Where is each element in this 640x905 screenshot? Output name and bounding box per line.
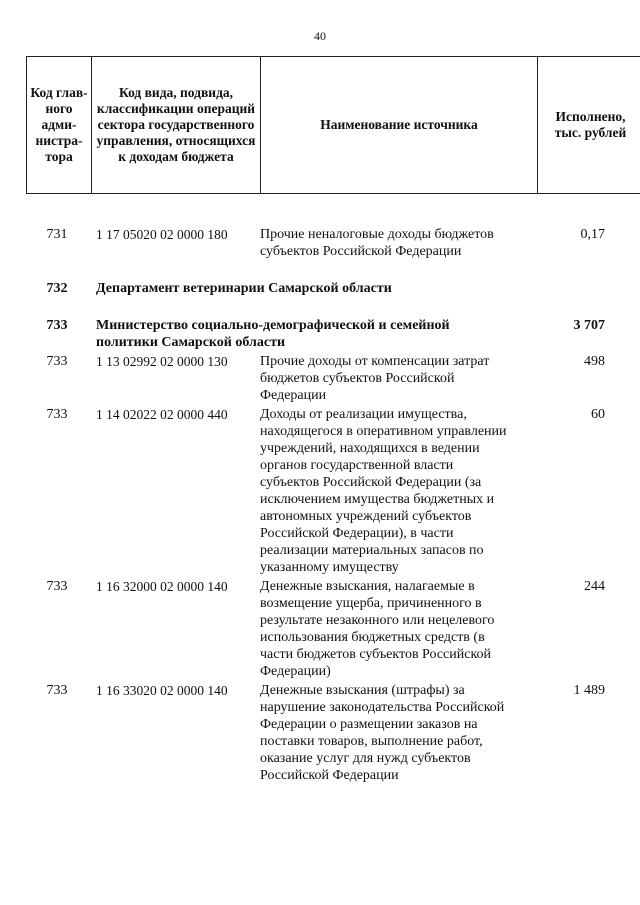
- amount: 244: [584, 579, 605, 594]
- admin-code: 733: [46, 354, 68, 369]
- table-row: [26, 406, 615, 576]
- table-row: [26, 578, 615, 680]
- table-row: [26, 353, 615, 404]
- admin-code: 733: [46, 318, 68, 333]
- table-row: [26, 226, 615, 260]
- table-row: [26, 280, 615, 297]
- ministry-name: Министерство социально-демографической и семейной политики Самарской области: [96, 318, 450, 350]
- header-source-name: Наименование источника: [261, 57, 538, 194]
- table-row: [26, 682, 615, 784]
- classification-code: 1 16 33020 02 0000 140: [96, 683, 228, 698]
- source-name: Прочие неналоговые доходы бюджетов субъектов Российской Федерации: [260, 227, 494, 259]
- source-name: Прочие доходы от компенсации затрат бюджетов субъектов Российской Федерации: [260, 354, 490, 403]
- source-name: Денежные взыскания, налагаемые в возмещение ущерба, причиненного в результате незаконного или нецелевого использования бюджетных средств (в части бюджетов субъектов Российской Федерации): [260, 579, 495, 679]
- admin-code: 732: [46, 281, 68, 296]
- table-body: [26, 226, 615, 784]
- classification-code: 1 14 02022 02 0000 440: [96, 407, 228, 422]
- amount: 1 489: [573, 683, 605, 698]
- admin-code: 731: [46, 227, 68, 242]
- amount: 3 707: [573, 318, 605, 333]
- table-header: [26, 56, 640, 194]
- classification-code: 1 13 02992 02 0000 130: [96, 354, 228, 369]
- admin-code: 733: [46, 407, 68, 422]
- page-number: 40: [314, 29, 326, 43]
- classification-code: 1 17 05020 02 0000 180: [96, 227, 228, 242]
- department-name: Департамент ветеринарии Самарской области: [96, 281, 392, 296]
- admin-code: 733: [46, 579, 68, 594]
- classification-code: 1 16 32000 02 0000 140: [96, 579, 228, 594]
- amount: 60: [591, 407, 605, 422]
- header-admin-code: Код глав-ного адми-нистра-тора: [27, 57, 92, 194]
- amount: 498: [584, 354, 605, 369]
- source-name: Денежные взыскания (штрафы) за нарушение законодательства Российской Федерации о размещении заказов на поставки товаров, выполнение работ, оказание услуг для нужд субъектов Российской Федерации: [260, 683, 505, 783]
- amount: 0,17: [580, 227, 605, 242]
- source-name: Доходы от реализации имущества, находящегося в оперативном управлении учреждений, находящихся в ведении органов государственной власти субъектов Российской Федерации (за исключением имущества бюджетных и автономных учреждений субъектов Российской Федерации), в части реализации материальных запасов по указанному имуществу: [260, 407, 507, 575]
- header-amount: Исполнено, тыс. рублей: [538, 57, 640, 194]
- table-row: [26, 317, 615, 351]
- admin-code: 733: [46, 683, 68, 698]
- header-classification-code: Код вида, подвида, классификации операций сектора государственного управления, относящихся к доходам бюджета: [92, 57, 261, 194]
